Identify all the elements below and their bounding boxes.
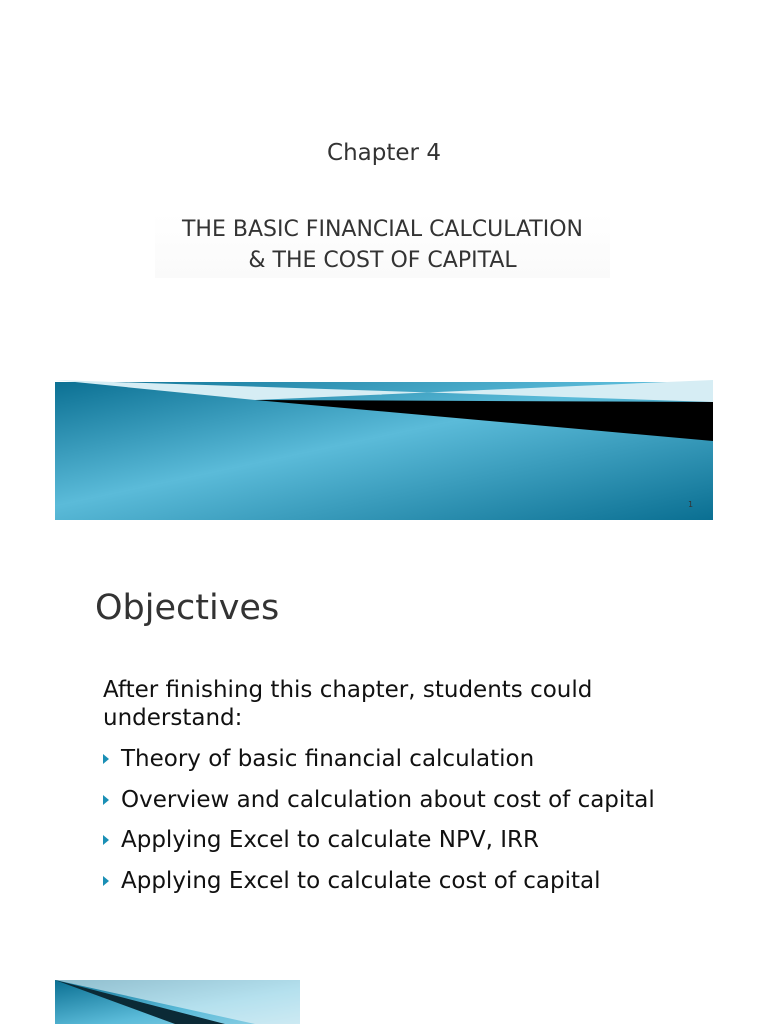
objectives-heading: Objectives xyxy=(95,588,280,628)
list-item xyxy=(103,866,655,907)
list-item xyxy=(103,825,655,866)
title-line-1: THE BASIC FINANCIAL CALCULATION xyxy=(181,217,584,242)
decorative-band xyxy=(55,380,713,520)
slide-title xyxy=(155,214,610,278)
title-line-2: & THE COST OF CAPITAL xyxy=(248,248,517,273)
list-item-text: Theory of basic financial calculation xyxy=(121,746,535,772)
chapter-label: Chapter 4 xyxy=(327,140,441,166)
list-item-text: Applying Excel to calculate NPV, IRR xyxy=(121,827,539,853)
intro-text: After finishing this chapter, students could understand: xyxy=(103,677,593,731)
list-item xyxy=(103,785,655,826)
objectives-list xyxy=(103,744,655,906)
list-item xyxy=(103,744,655,785)
decorative-band-partial xyxy=(55,980,300,1024)
triangle-bullet-icon xyxy=(103,754,109,764)
title-slide xyxy=(55,0,713,520)
triangle-bullet-icon xyxy=(103,876,109,886)
list-item-text: Overview and calculation about cost of capital xyxy=(121,786,655,813)
objectives-slide xyxy=(55,560,713,1024)
list-item-text: Applying Excel to calculate cost of capital xyxy=(121,867,601,894)
triangle-bullet-icon xyxy=(103,835,109,845)
slide-number: 1 xyxy=(688,500,694,509)
triangle-bullet-icon xyxy=(103,795,109,805)
